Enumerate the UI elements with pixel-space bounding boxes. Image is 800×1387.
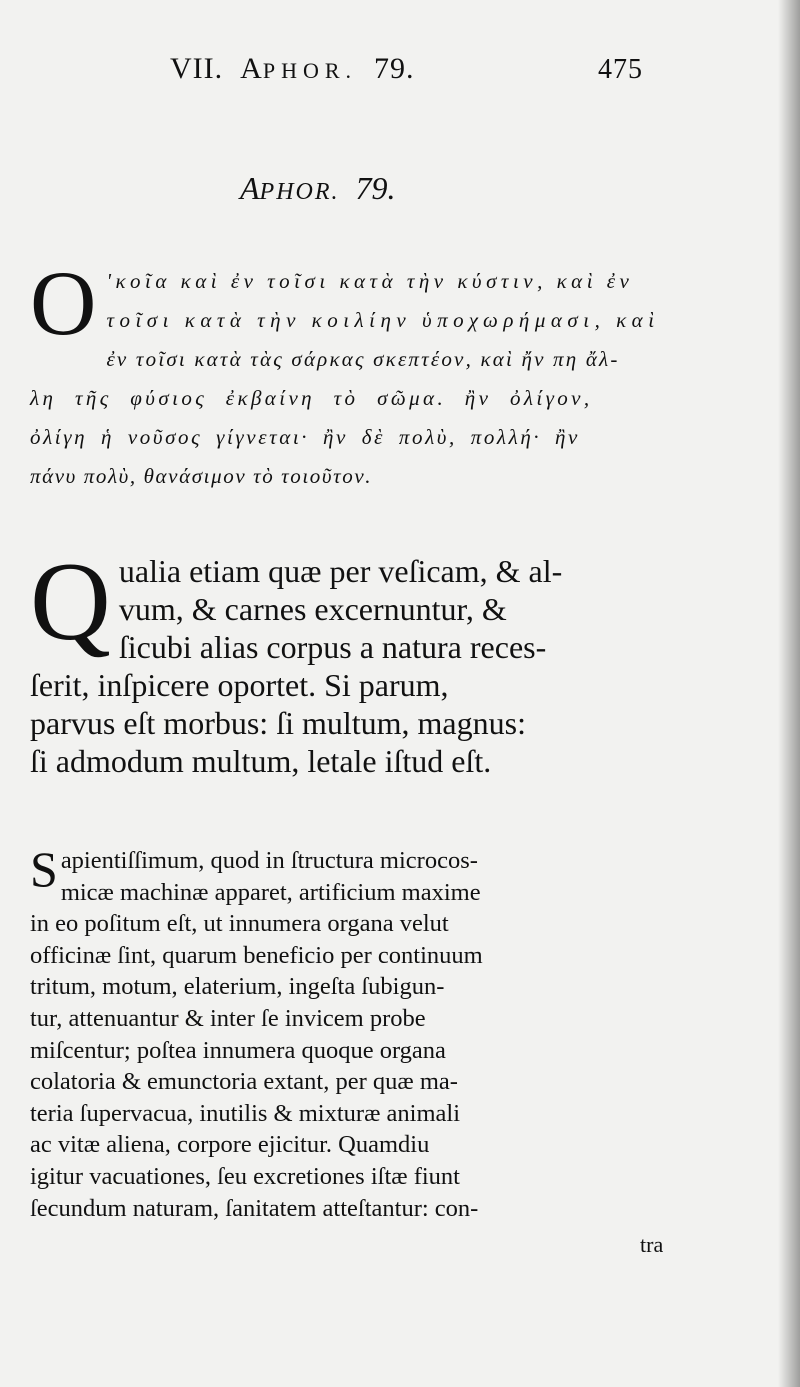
commentary-line: miſcentur; poſtea innumera quoque organa: [30, 1036, 446, 1064]
latin-line: ſerit, inſpicere oportet. Si parum,: [30, 667, 449, 703]
latin-line: parvus eſt morbus: ſi multum, magnus:: [30, 705, 526, 741]
section-initial: A: [240, 52, 263, 85]
greek-aphorism: [30, 252, 690, 496]
commentary-line: igitur vacuationes, ſeu excretiones iſtæ fiunt: [30, 1162, 460, 1190]
latin-drop-cap: Q: [30, 540, 111, 664]
commentary-line: micæ machinæ apparet, artificium maxime: [60, 878, 481, 906]
greek-line: ʹκοῖα καὶ ἐν τοῖσι κατὰ τὴν κύστιν, καὶ ἐν: [106, 269, 634, 293]
heading-label: PHOR.: [259, 179, 340, 205]
latin-line: ualia etiam quæ per veſicam, & al-: [118, 553, 563, 589]
section-label: PHOR.: [262, 58, 358, 83]
heading-number: 79.: [355, 170, 396, 206]
heading-initial: A: [240, 170, 260, 206]
commentary-line: tritum, motum, elaterium, ingeſta ſubigun-: [30, 973, 445, 1001]
aphorism-number: 79.: [374, 52, 415, 85]
running-head-title: [170, 52, 415, 86]
chapter-number: VII.: [170, 52, 224, 85]
commentary-drop-cap: S: [30, 841, 58, 897]
latin-line: ſi admodum multum, letale iſtud eſt.: [30, 743, 492, 779]
greek-line: ὀλίγη ἡ νοῦσος γίγνεται· ἢν δὲ πολὺ, πολλή· ἢν: [30, 425, 580, 449]
running-head: [0, 52, 800, 92]
commentary-line: ſecundum naturam, ſanitatem atteſtantur: con-: [30, 1194, 479, 1222]
greek-line: ἐν τοῖσι κατὰ τὰς σάρκας σκεπτέον, καὶ ἤν πη ἄλ-: [106, 347, 620, 371]
latin-aphorism: [30, 540, 675, 780]
greek-line: τοῖσι κατὰ τὴν κοιλίην ὑποχωρήμασι, καὶ: [106, 308, 660, 332]
commentary-line: in eo poſitum eſt, ut innumera organa velut: [30, 910, 449, 938]
commentary-line: tur, attenuantur & inter ſe invicem probe: [30, 1004, 426, 1032]
greek-line: λη τῆς φύσιος ἐκβαίνη τὸ σῶμα. ἢν ὀλίγον,: [30, 386, 593, 410]
page-number: 475: [598, 54, 643, 85]
catchword: tra: [640, 1232, 664, 1257]
commentary-line: apientiſſimum, quod in ſtructura microcos-: [60, 847, 478, 874]
aphorism-heading: [240, 170, 396, 207]
latin-line: vum, & carnes excernuntur, &: [118, 591, 507, 627]
commentary-line: colatoria & emunctoria extant, per quæ ma-: [30, 1068, 458, 1096]
commentary: [30, 841, 672, 1224]
latin-line: ſicubi alias corpus a natura reces-: [118, 629, 547, 665]
commentary-line: ac vitæ aliena, corpore ejicitur. Quamdiu: [30, 1131, 430, 1159]
greek-line: πάνυ πολὺ, θανάσιμον τὸ τοιοῦτον.: [30, 464, 373, 488]
greek-drop-cap: O: [30, 252, 97, 354]
commentary-line: teria ſupervacua, inutilis & mixturæ animali: [30, 1099, 461, 1127]
commentary-line: officinæ ſint, quarum beneficio per continuum: [30, 941, 483, 969]
